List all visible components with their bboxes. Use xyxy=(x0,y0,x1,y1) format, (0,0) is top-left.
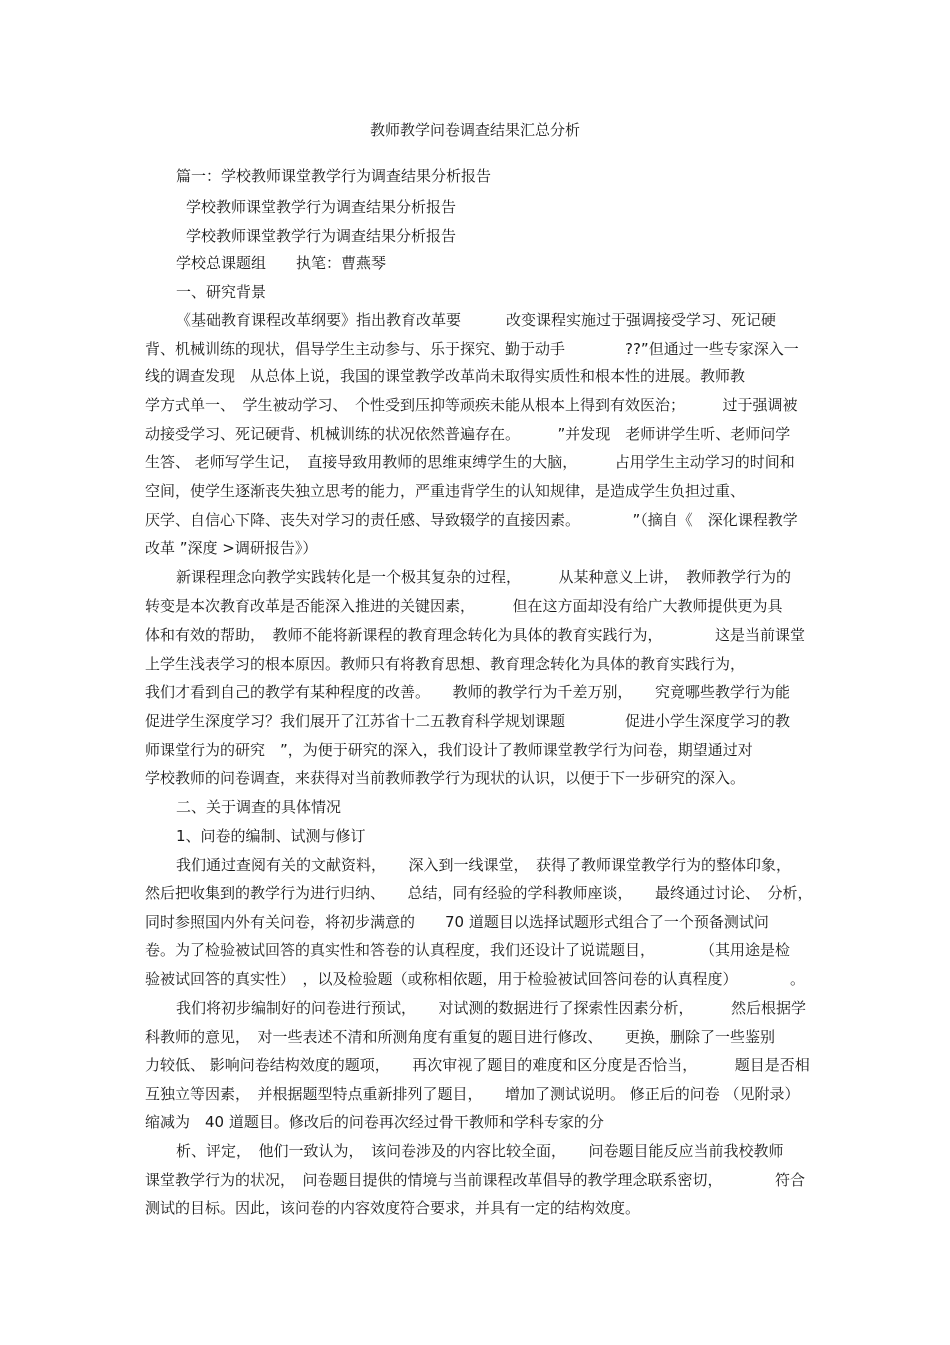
text-line: 学校教师课堂教学行为调查结果分析报告 xyxy=(186,227,457,245)
text-line: 科教师的意见， 对一些表述不清和所测角度有重复的题目进行修改、 更换，删除了一些鉴别 xyxy=(145,1028,776,1046)
text-line: 师课堂行为的研究 ”，为便于研究的深入，我们设计了教师课堂教学行为问卷，期望通过对 xyxy=(145,741,753,759)
text-line: 我们才看到自己的教学有某种程度的改善。 教师的教学行为千差万别， 究竟哪些教学行为能 xyxy=(145,683,791,701)
text-line: 厌学、自信心下降、丧失对学习的责任感、导致辍学的直接因素。 ”（摘自《 深化课程教学 xyxy=(145,511,798,529)
text-line: 测试的目标。因此，该问卷的内容效度符合要求，并具有一定的结构效度。 xyxy=(145,1199,641,1217)
text-line: 生答、 老师写学生记， 直接导致用教师的思维束缚学生的大脑， 占用学生主动学习的时间和 xyxy=(145,453,795,471)
section-heading: 二、关于调查的具体情况 xyxy=(176,798,342,816)
text-line: 同时参照国内外有关问卷，将初步满意的 70 道题目以选择试题形式组合了一个预备测试问 xyxy=(145,913,769,931)
text-line: 验被试回答的真实性） ，以及检验题（或称相依题，用于检验被试回答问卷的认真程度） 。 xyxy=(145,970,806,988)
text-line: 析、评定， 他们一致认为， 该问卷涉及的内容比较全面， 问卷题目能反应当前我校教师 xyxy=(176,1142,784,1160)
text-line: 上学生浅表学习的根本原因。教师只有将教育思想、教育理念转化为具体的教育实践行为， xyxy=(145,655,746,673)
text-line: 篇一：学校教师课堂教学行为调查结果分析报告 xyxy=(176,167,492,185)
text-line: 互独立等因素， 并根据题型特点重新排列了题目， 增加了测试说明。 修正后的问卷 （见附录） xyxy=(145,1085,800,1103)
text-line: 动接受学习、死记硬背、机械训练的状况依然普遍存在。 ”并发现 老师讲学生听、老师问学 xyxy=(145,425,791,443)
text-line: 背、机械训练的现状，倡导学生主动参与、乐于探究、勤于动手 ??”但通过一些专家深入一 xyxy=(145,340,799,358)
text-line: 学方式单一、 学生被动学习、 个性受到压抑等顽疾未能从根本上得到有效医治； 过于强调被 xyxy=(145,396,798,414)
subsection-heading: 1、问卷的编制、试测与修订 xyxy=(176,827,366,845)
text-line: 力较低、 影响问卷结构效度的题项， 再次审视了题目的难度和区分度是否恰当， 题目是否相 xyxy=(145,1056,810,1074)
section-heading: 一、研究背景 xyxy=(176,283,267,301)
document-title: 教师教学问卷调查结果汇总分析 xyxy=(369,121,580,139)
text-line: 学校教师课堂教学行为调查结果分析报告 xyxy=(186,198,457,216)
text-line: 空间，使学生逐渐丧失独立思考的能力，严重违背学生的认知规律，是造成学生负担过重、 xyxy=(145,482,746,500)
text-line: 然后把收集到的教学行为进行归纳、 总结，同有经验的学科教师座谈， 最终通过讨论、 分析， xyxy=(145,884,813,902)
text-line: 《基础教育课程改革纲要》指出教育改革要 改变课程实施过于强调接受学习、死记硬 xyxy=(176,311,777,329)
text-line: 线的调查发现 从总体上说，我国的课堂教学改革尚未取得实质性和根本性的进展。教师教 xyxy=(145,367,746,385)
text-line: 学校总课题组 执笔：曹燕琴 xyxy=(176,254,387,272)
text-line: 课堂教学行为的状况， 问卷题目提供的情境与当前课程改革倡导的教学理念联系密切， 符合 xyxy=(145,1171,806,1189)
text-line: 体和有效的帮助， 教师不能将新课程的教育理念转化为具体的教育实践行为， 这是当前课堂 xyxy=(145,626,806,644)
text-line: 促进学生深度学习？我们展开了江苏省十二五教育科学规划课题 促进小学生深度学习的教 xyxy=(145,712,791,730)
text-line: 我们通过查阅有关的文献资料， 深入到一线课堂， 获得了教师课堂教学行为的整体印象， xyxy=(176,856,792,874)
text-line: 卷。为了检验被试回答的真实性和答卷的认真程度，我们还设计了说谎题目， （其用途是检 xyxy=(145,941,791,959)
text-line: 改革 ”深度 >调研报告》） xyxy=(145,539,318,557)
text-line: 缩减为 40 道题目。修改后的问卷再次经过骨干教师和学科专家的分 xyxy=(145,1113,604,1131)
text-line: 学校教师的问卷调查，来获得对当前教师教学行为现状的认识，以便于下一步研究的深入。 xyxy=(145,769,746,787)
text-line: 新课程理念向教学实践转化是一个极其复杂的过程， 从某种意义上讲， 教师教学行为的 xyxy=(176,568,792,586)
text-line: 转变是本次教育改革是否能深入推进的关键因素， 但在这方面却没有给广大教师提供更为具 xyxy=(145,597,783,615)
text-line: 我们将初步编制好的问卷进行预试， 对试测的数据进行了探索性因素分析， 然后根据学 xyxy=(176,999,807,1017)
